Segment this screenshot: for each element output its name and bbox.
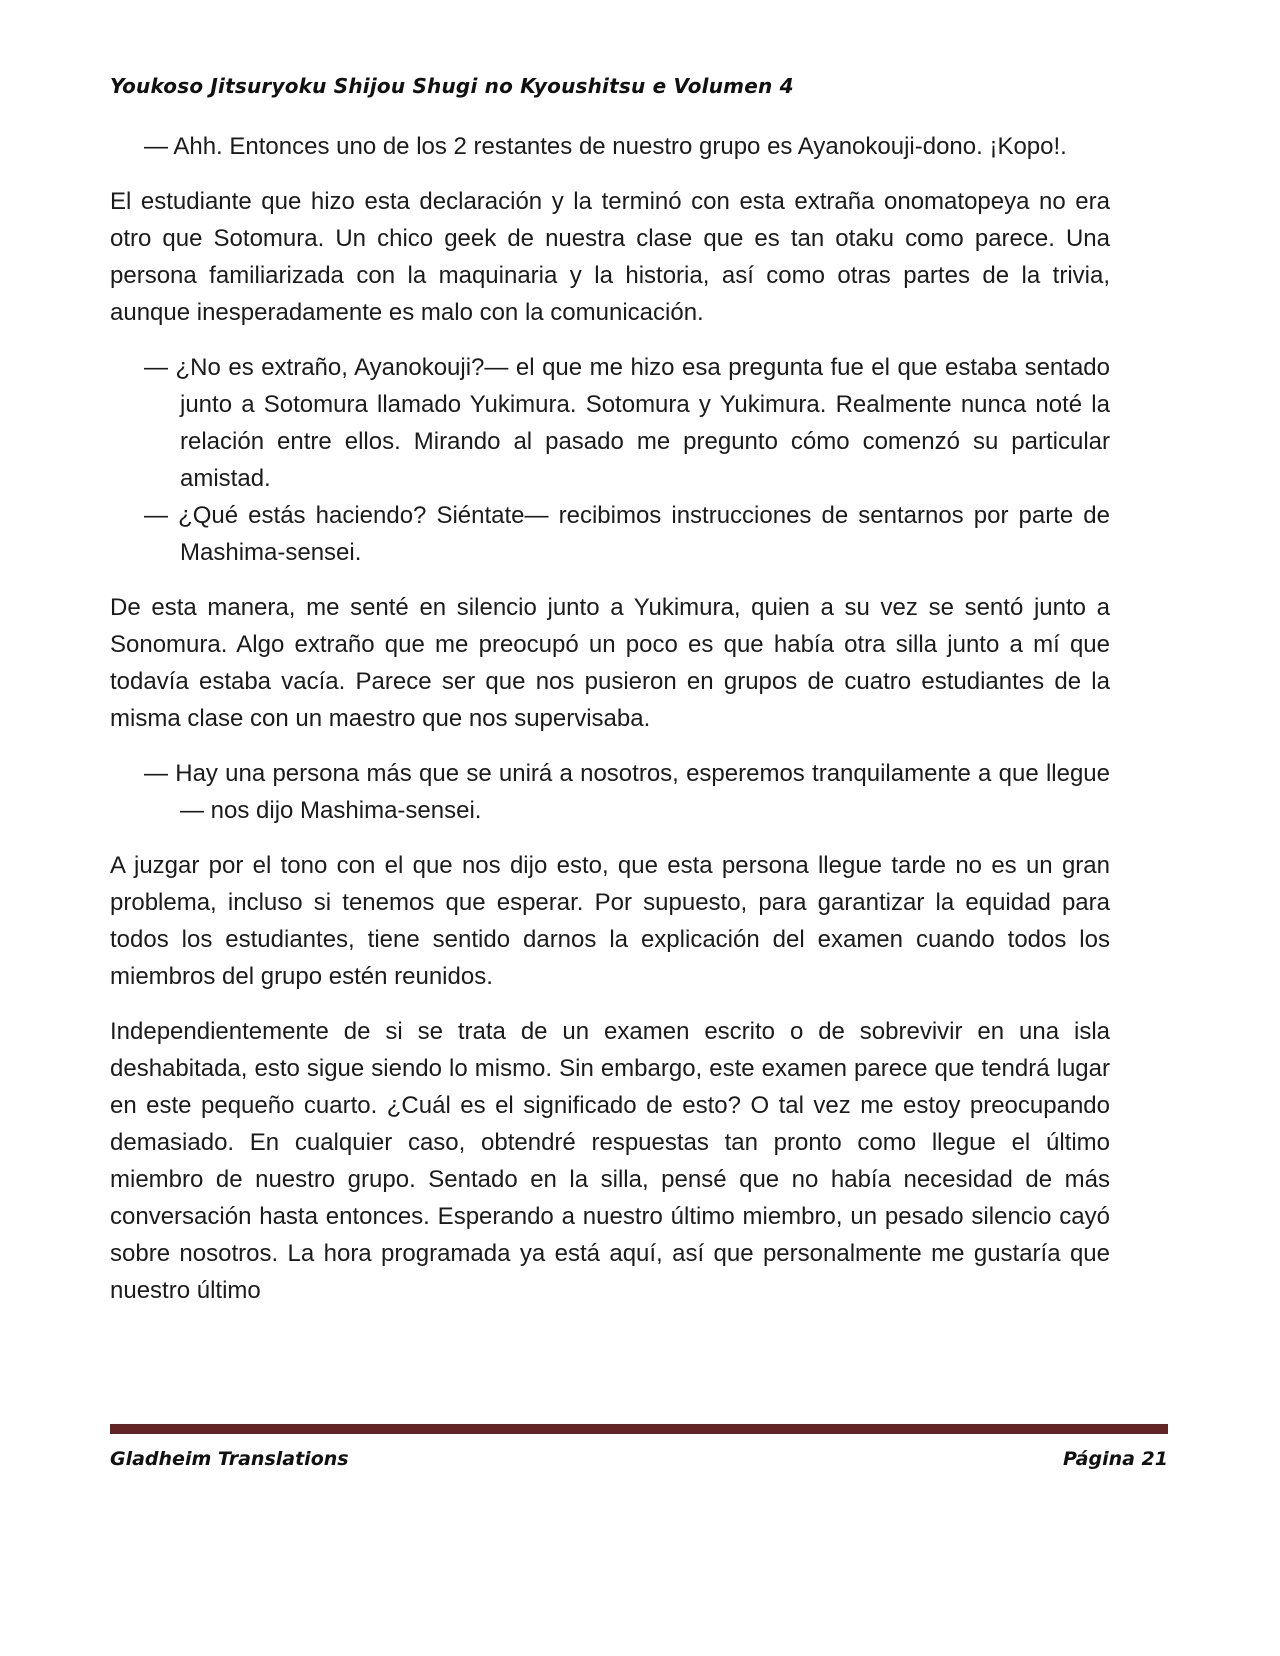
body-paragraph: A juzgar por el tono con el que nos dijo esto, que esta persona llegue tarde no es un gran problema, incluso si tenemos que esperar. Por supuesto, para garantizar la equidad para todos los estudiantes, tiene sentido darnos la explicación del examen cuando todos los miembros del grupo estén reunidos. (110, 852, 1110, 990)
dialogue-paragraph: — Ahh. Entonces uno de los 2 restantes de nuestro grupo es Ayanokouji-dono. ¡Kopo!. (144, 133, 1067, 160)
page-number: Página 21 (1062, 1448, 1168, 1470)
book-title: Youkoso Jitsuryoku Shijou Shugi no Kyoushitsu e Volumen 4 (110, 74, 794, 98)
translator-credit: Gladheim Translations (110, 1448, 349, 1470)
footer-divider-rule (110, 1424, 1168, 1434)
page-footer (110, 1424, 1168, 1470)
page-header (110, 74, 1110, 98)
page-content (110, 128, 1110, 1309)
footer-row (110, 1448, 1168, 1470)
dialogue-paragraph: — ¿Qué estás haciendo? Siéntate— recibimos instrucciones de sentarnos por parte de Mashima-sensei. (144, 502, 1110, 566)
body-paragraph: Independientemente de si se trata de un examen escrito o de sobrevivir en una isla deshabitada, esto sigue siendo lo mismo. Sin embargo, este examen parece que tendrá lugar en este pequeño cuarto. ¿Cuál es el significado de esto? O tal vez me estoy preocupando demasiado. En cualquier caso, obtendré respuestas tan pronto como llegue el último miembro de nuestro grupo. Sentado en la silla, pensé que no había necesidad de más conversación hasta entonces. Esperando a nuestro último miembro, un pesado silencio cayó sobre nosotros. La hora programada ya está aquí, así que personalmente me gustaría que nuestro último (110, 1018, 1110, 1304)
dialogue-paragraph: — Hay una persona más que se unirá a nosotros, esperemos tranquilamente a que llegue— nos dijo Mashima-sensei. (144, 760, 1110, 824)
body-paragraph: El estudiante que hizo esta declaración y la terminó con esta extraña onomatopeya no era otro que Sotomura. Un chico geek de nuestra clase que es tan otaku como parece. Una persona familiarizada con la maquinaria y la historia, así como otras partes de la trivia, aunque inesperadamente es malo con la comunicación. (110, 188, 1110, 326)
body-paragraph: De esta manera, me senté en silencio junto a Yukimura, quien a su vez se sentó junto a Sonomura. Algo extraño que me preocupó un poco es que había otra silla junto a mí que todavía estaba vacía. Parece ser que nos pusieron en grupos de cuatro estudiantes de la misma clase con un maestro que nos supervisaba. (110, 594, 1110, 732)
dialogue-paragraph: — ¿No es extraño, Ayanokouji?— el que me hizo esa pregunta fue el que estaba sentado junto a Sotomura llamado Yukimura. Sotomura y Yukimura. Realmente nunca noté la relación entre ellos. Mirando al pasado me pregunto cómo comenzó su particular amistad. (144, 354, 1110, 492)
